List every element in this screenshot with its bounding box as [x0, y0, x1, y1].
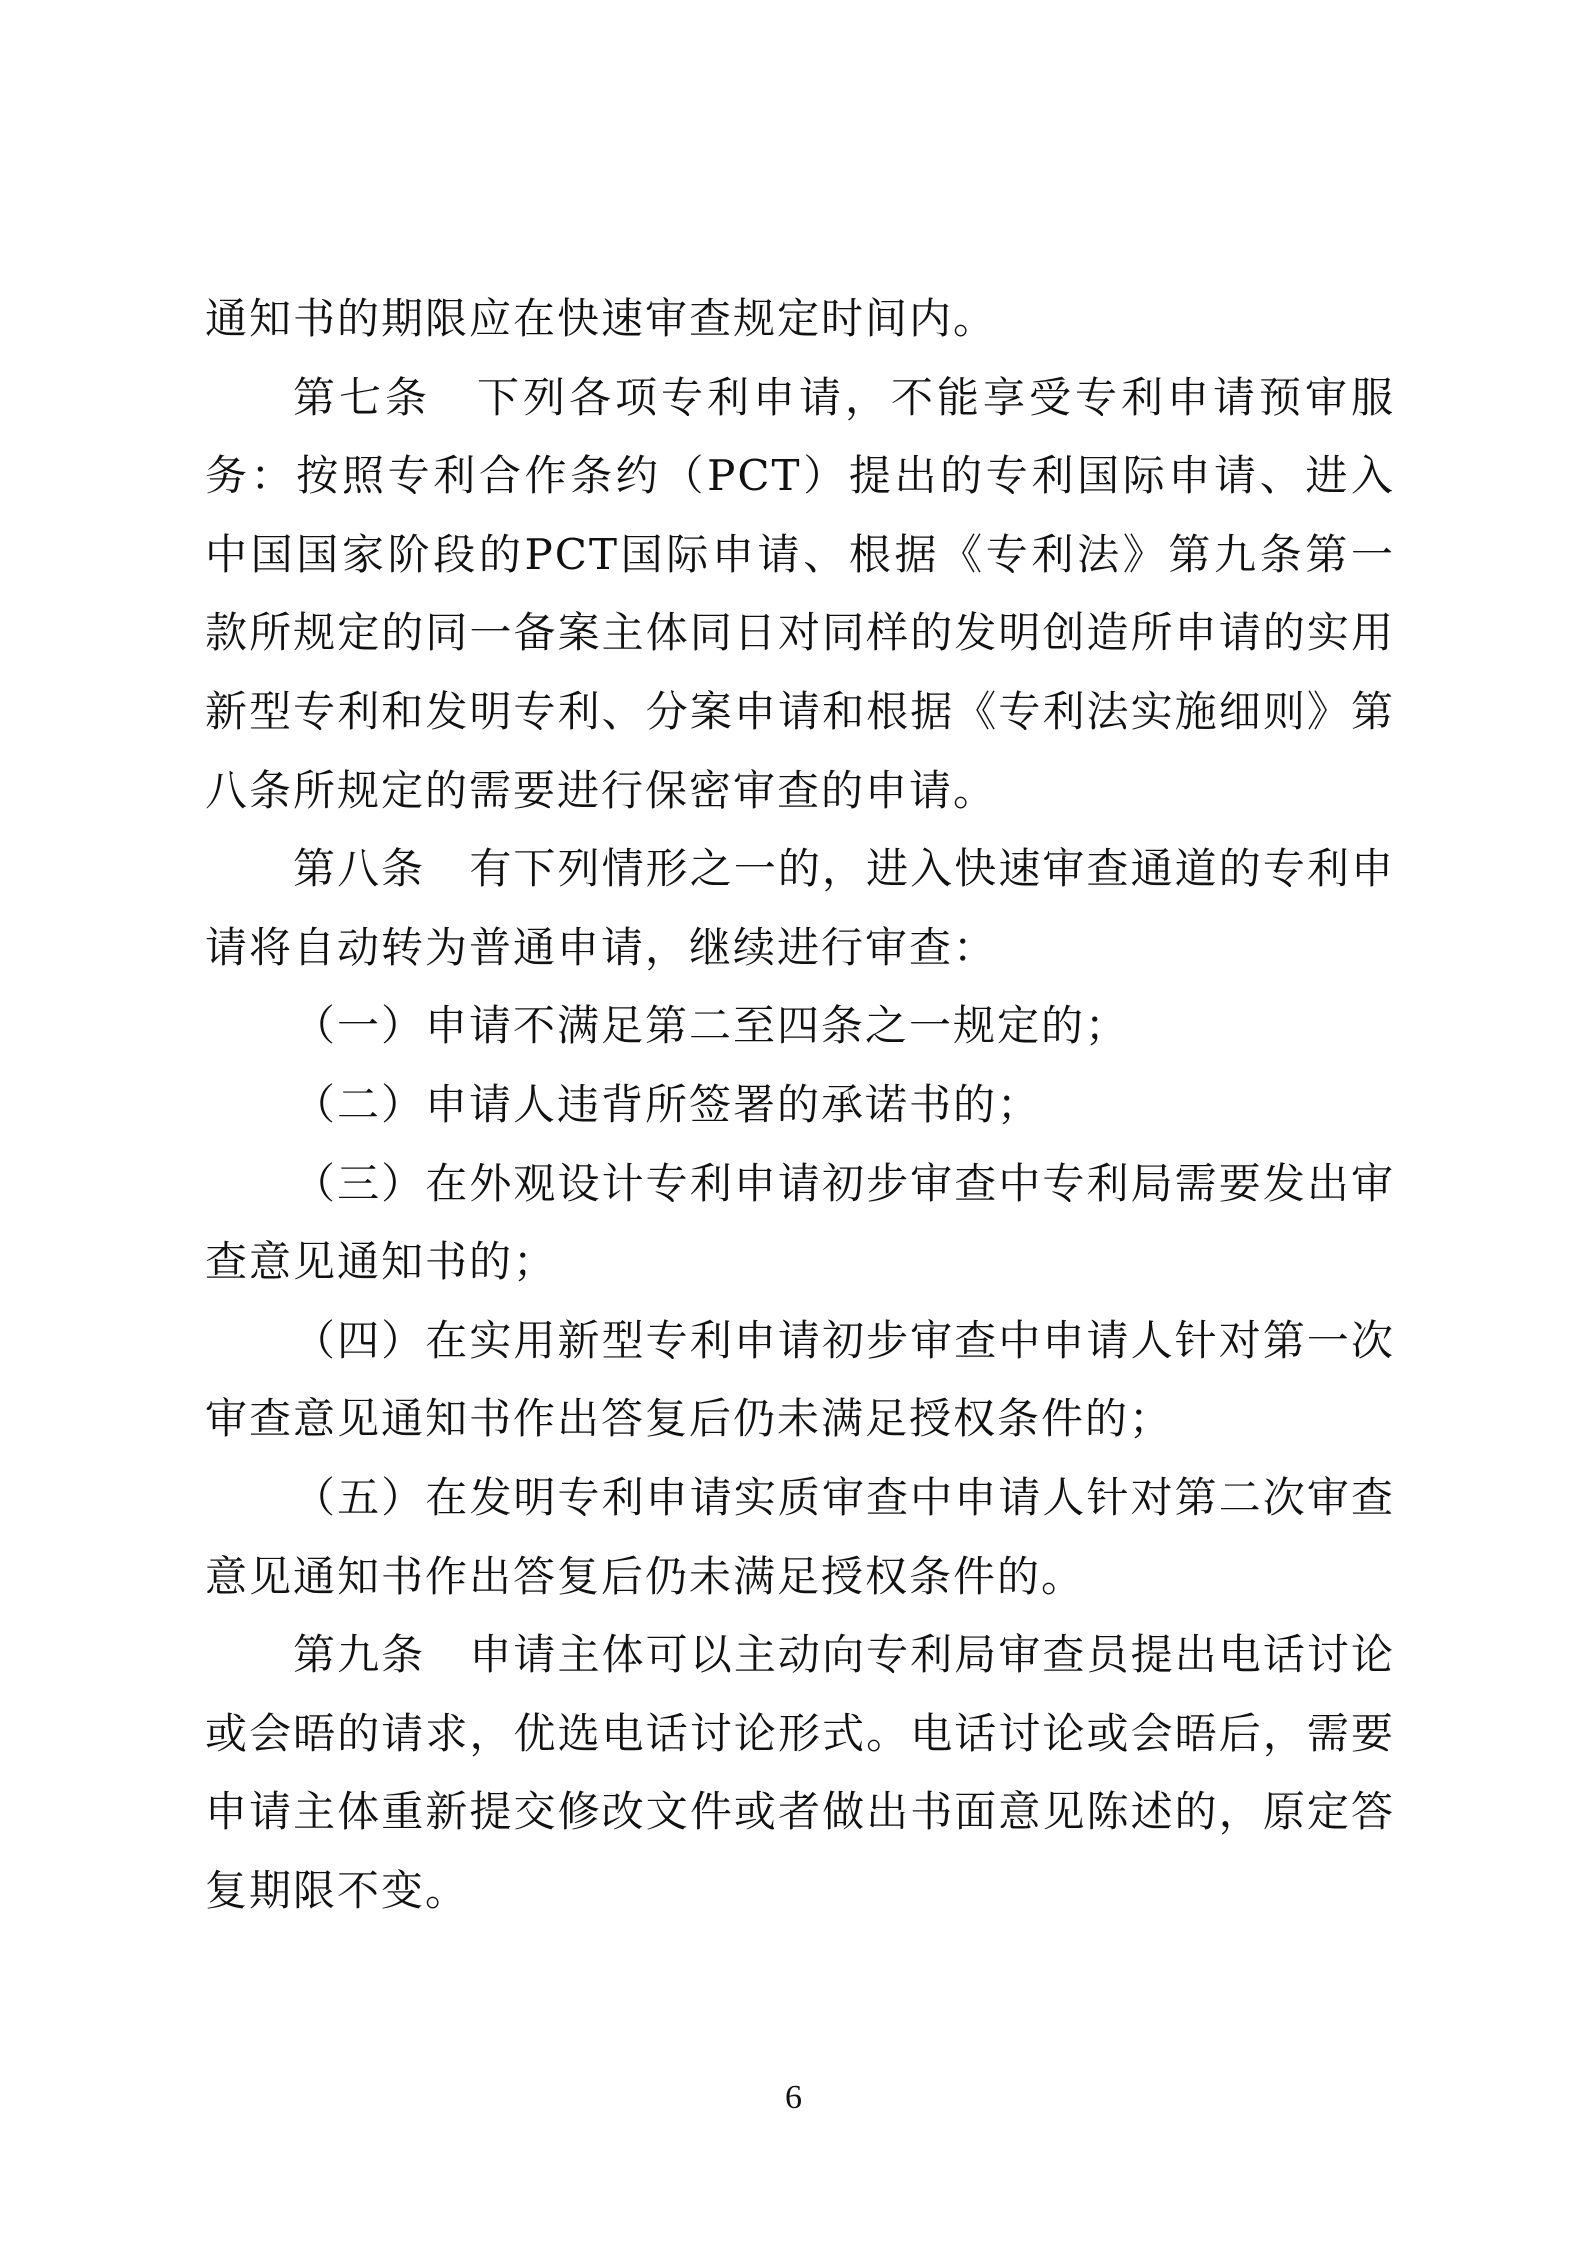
body-text — [205, 280, 1395, 1930]
article-8-item-2: （二）申请人违背所签署的承诺书的； — [293, 1079, 1042, 1129]
article-8-item-1: （一）申请不满足第二至四条之一规定的； — [293, 1001, 1130, 1051]
article-8: 第八条 有下列情形之一的，进入快速审查通道的专利申请将自动转为普通申请，继续进行审查： — [205, 844, 1395, 972]
page-number: 6 — [785, 2079, 802, 2116]
article-8-item-3: （三）在外观设计专利申请初步审查中专利局需要发出审查意见通知书的； — [205, 1158, 1395, 1287]
article-7: 第七条 下列各项专利申请，不能享受专利申请预审服务：按照专利合作条约（PCT）提出的专利国际申请、进入中国国家阶段的PCT国际申请、根据《专利法》第九条第一款所规定的同一备案主体同日对同样的发明创造所申请的实用新型专利和发明专利、分案申请和根据《专利法实施细则》第八条所规定的需要进行保密审查的申请。 — [205, 372, 1395, 815]
paragraph-continuation: 通知书的期限应在快速审查规定时间内。 — [205, 294, 998, 343]
article-8-item-5: （五）在发明专利申请实质审查中申请人针对第二次审查意见通知书作出答复后仍未满足授权条件的。 — [205, 1472, 1395, 1601]
article-8-item-4: （四）在实用新型专利申请初步审查中申请人针对第一次审查意见通知书作出答复后仍未满足授权条件的； — [205, 1315, 1395, 1444]
article-9: 第九条 申请主体可以主动向专利局审查员提出电话讨论或会晤的请求，优选电话讨论形式。电话讨论或会晤后，需要申请主体重新提交修改文件或者做出书面意见陈述的，原定答复期限不变。 — [205, 1630, 1395, 1915]
